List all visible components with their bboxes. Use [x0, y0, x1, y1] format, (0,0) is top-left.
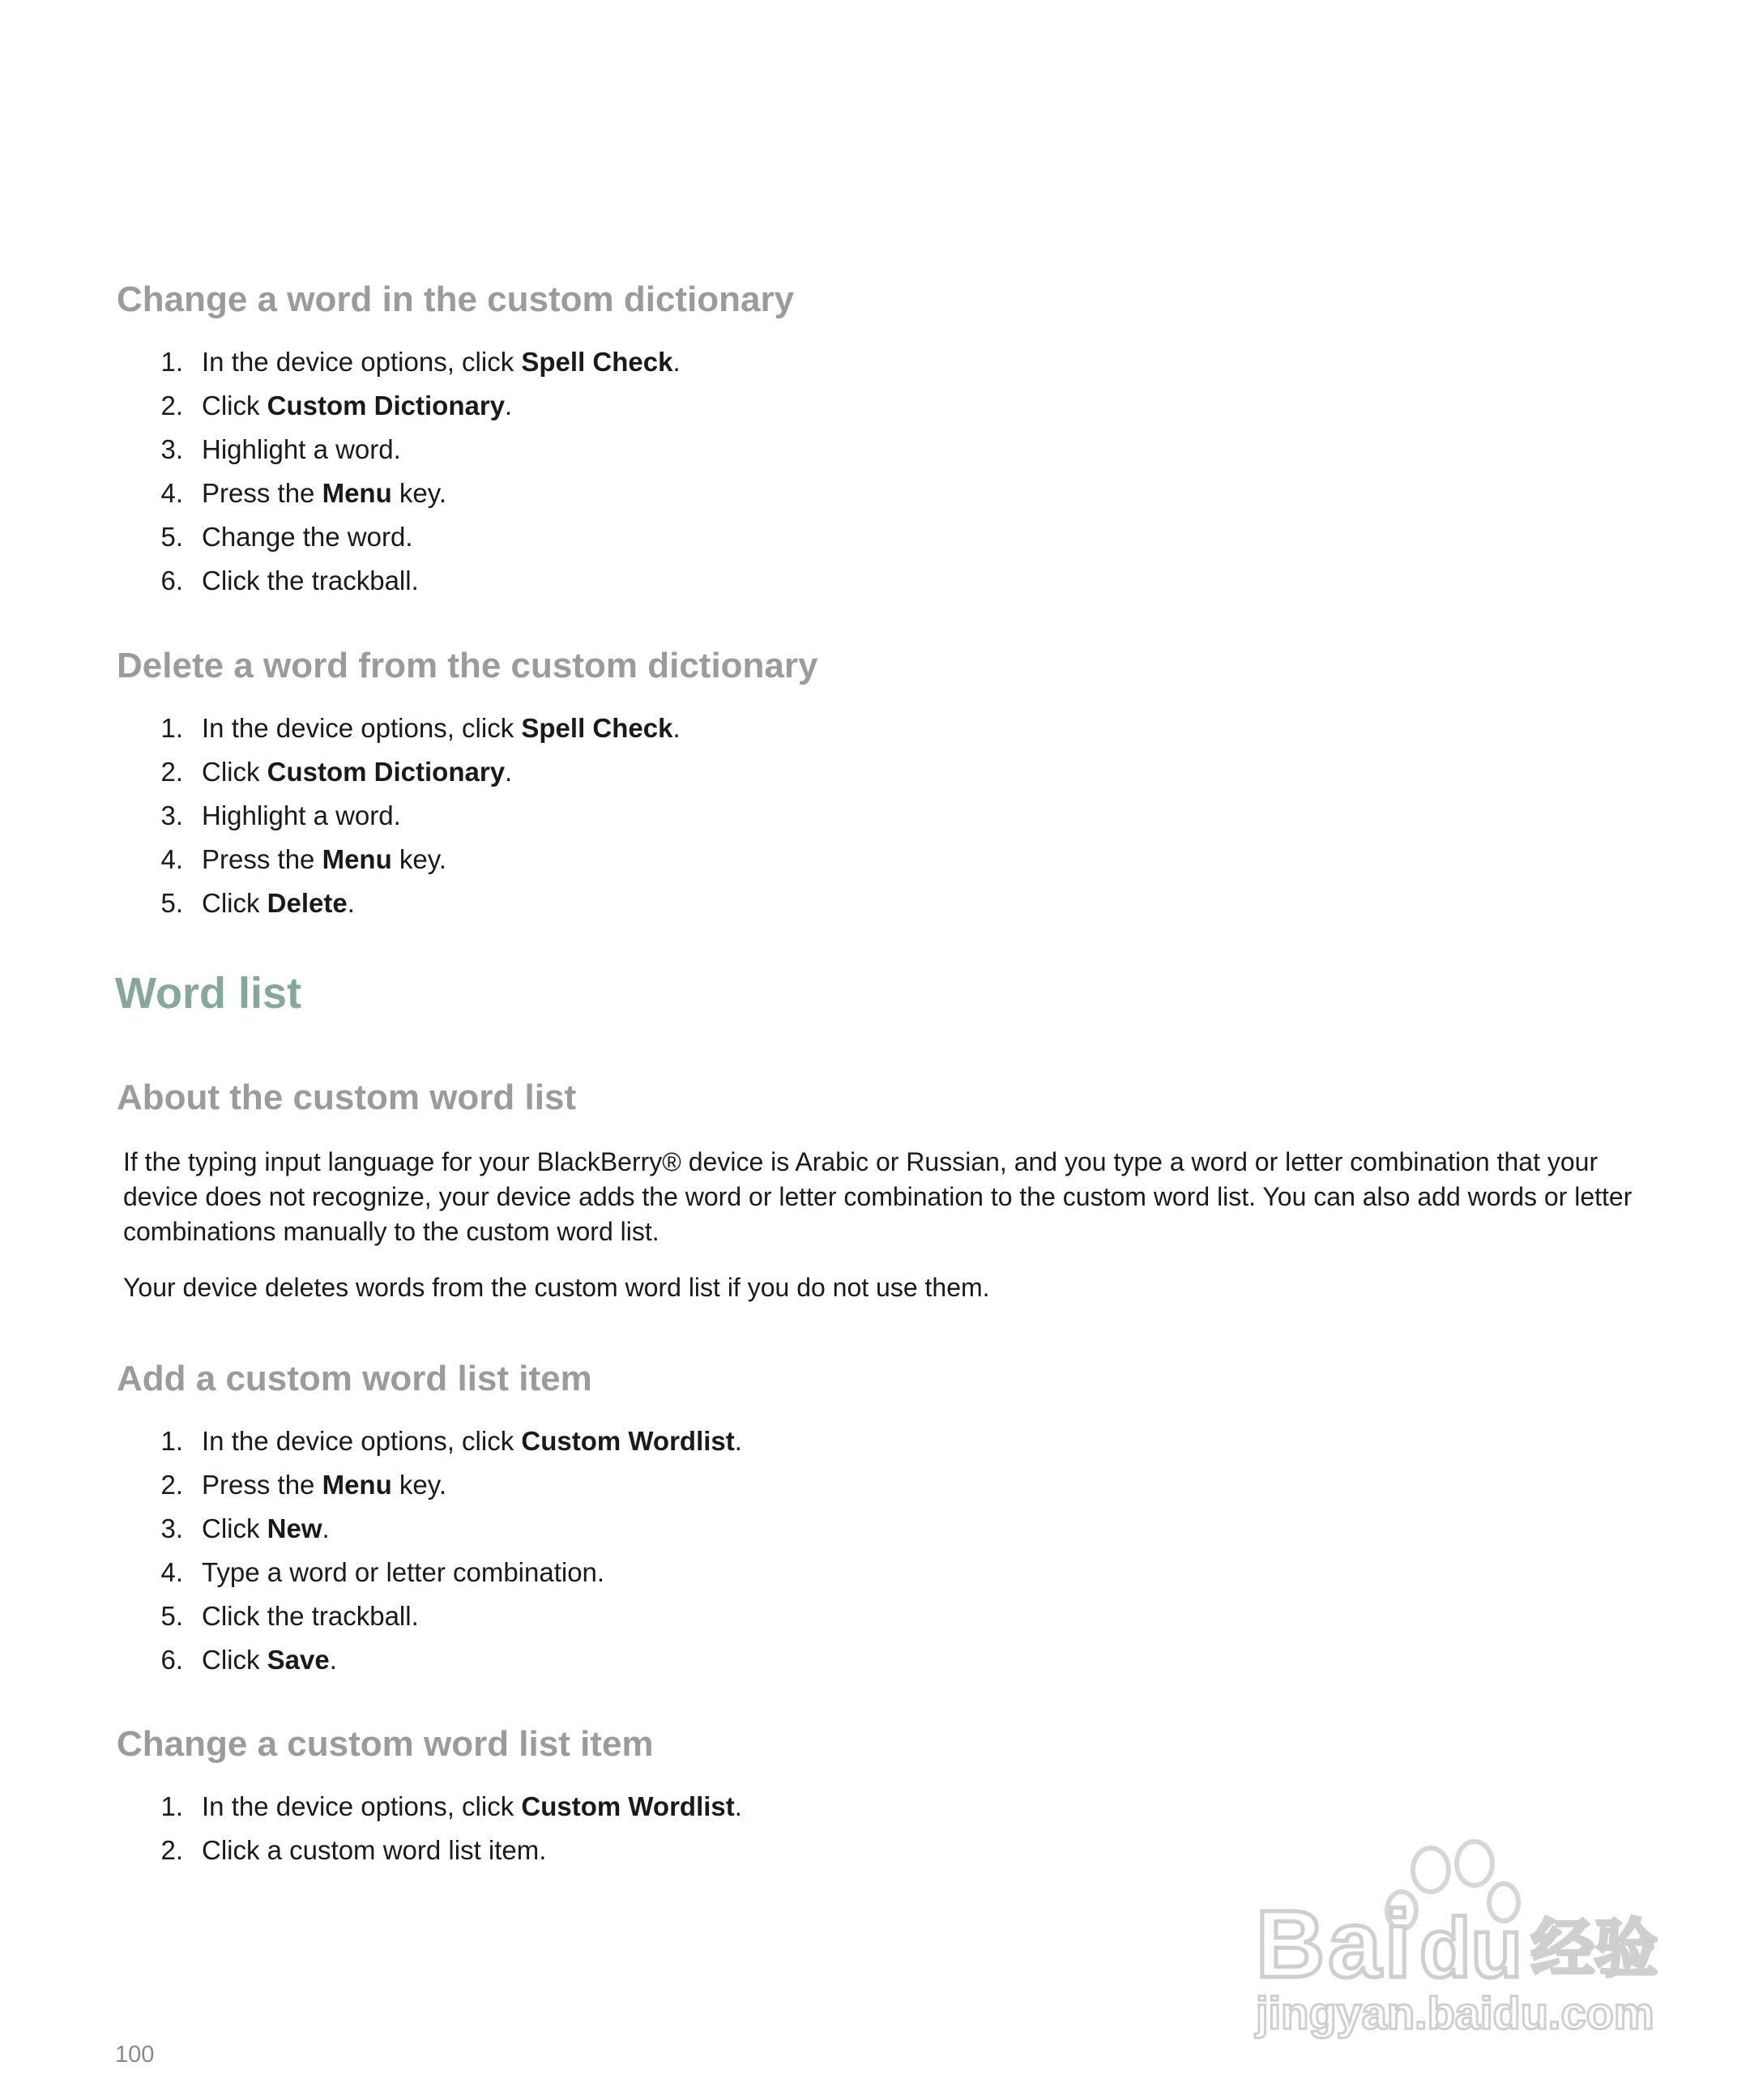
baidu-jingyan-watermark-logo	[1240, 1839, 1661, 2042]
step-text: Press the Menu key.	[202, 1470, 446, 1500]
paragraph: If the typing input language for your BlackBerry® device is Arabic or Russian, and you type a word or letter combination that your device does not recognize, your device adds the word or letter combination to the custom word list. You can also add words or letter combinations manually to the custom word list.	[123, 1147, 1633, 1246]
step-text: Press the Menu key.	[202, 478, 446, 508]
chapter-title-word-list: Word list	[115, 969, 302, 1018]
step-number: 4.	[160, 478, 183, 508]
svg-text:Bai: Bai	[1256, 1891, 1415, 1998]
section-heading-about-word-list: About the custom word list	[117, 1078, 577, 1117]
step-text: In the device options, click Custom Wordlist.	[202, 1791, 742, 1821]
step-text: Highlight a word.	[202, 434, 401, 464]
step-text: In the device options, click Custom Wordlist.	[202, 1426, 742, 1456]
step-number: 2.	[160, 1835, 183, 1865]
step-number: 1.	[160, 1791, 183, 1821]
svg-text:du: du	[1419, 1902, 1523, 1995]
step-text: Press the Menu key.	[202, 844, 446, 874]
step-number: 5.	[160, 1601, 183, 1631]
step-number: 4.	[160, 844, 183, 874]
step-text: Click a custom word list item.	[202, 1835, 547, 1865]
step-text: Click the trackball.	[202, 1601, 419, 1631]
step-text: Click Save.	[202, 1645, 337, 1675]
step-number: 2.	[160, 757, 183, 787]
step-number: 1.	[160, 1426, 183, 1456]
step-number: 2.	[160, 1470, 183, 1500]
step-text: Click the trackball.	[202, 566, 419, 595]
step-text: Click Delete.	[202, 888, 355, 918]
step-number: 6.	[160, 1645, 183, 1675]
page-number: 100	[115, 2042, 155, 2068]
step-number: 6.	[160, 566, 183, 595]
step-number: 1.	[160, 347, 183, 377]
step-text: In the device options, click Spell Check.	[202, 713, 681, 743]
step-text: Change the word.	[202, 522, 413, 552]
step-text: In the device options, click Spell Check.	[202, 347, 681, 377]
step-text: Highlight a word.	[202, 800, 401, 830]
step-text: Click Custom Dictionary.	[202, 391, 513, 420]
step-text: Click New.	[202, 1513, 330, 1543]
section-heading-change-item: Change a custom word list item	[117, 1724, 654, 1764]
section-heading-delete-word: Delete a word from the custom dictionary	[117, 646, 818, 685]
step-number: 1.	[160, 713, 183, 743]
step-number: 3.	[160, 1513, 183, 1543]
svg-text:经验: 经验	[1531, 1913, 1658, 1986]
paragraph: Your device deletes words from the custom word list if you do not use them.	[123, 1273, 990, 1302]
step-number: 3.	[160, 800, 183, 830]
section-heading-change-word: Change a word in the custom dictionary	[117, 280, 795, 319]
step-number: 3.	[160, 434, 183, 464]
step-number: 4.	[160, 1557, 183, 1587]
step-text: Click Custom Dictionary.	[202, 757, 513, 787]
svg-text:jingyan.baidu.com: jingyan.baidu.com	[1256, 1987, 1654, 2038]
section-heading-add-item: Add a custom word list item	[117, 1359, 592, 1398]
step-number: 5.	[160, 888, 183, 918]
step-text: Type a word or letter combination.	[202, 1557, 605, 1587]
step-number: 2.	[160, 391, 183, 420]
step-number: 5.	[160, 522, 183, 552]
